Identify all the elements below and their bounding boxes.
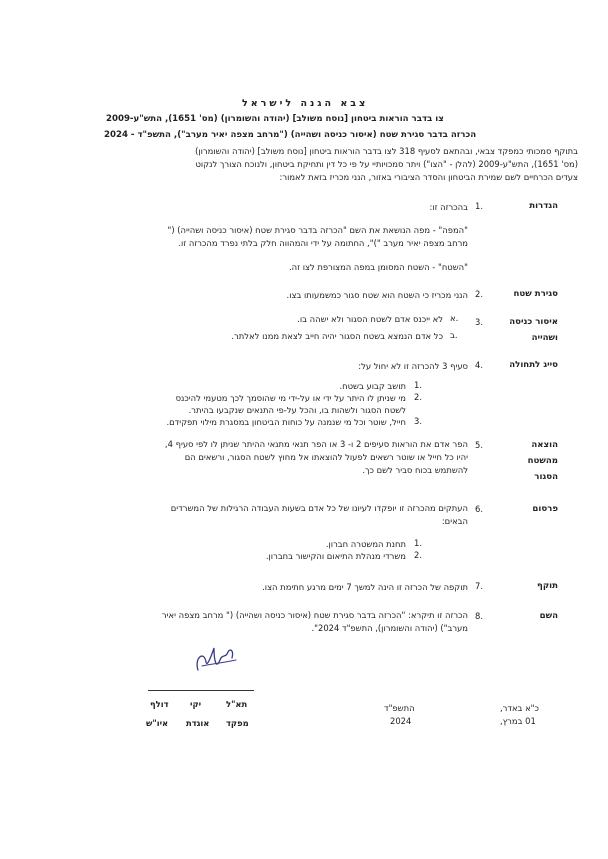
section-2-text: הנני מכריז כי השטח הוא שטח סגור כמשמעותו בצו.: [286, 290, 468, 300]
section-6-number: 6.: [475, 504, 483, 514]
section-3-number: 3.: [475, 317, 483, 327]
section-7-text: תוקפה של הכרזה זו הינה למשך 7 ימים מרגע חתימת הצו.: [262, 582, 468, 592]
signer-first-name: יקי: [190, 699, 202, 709]
section-1-number: 1.: [475, 201, 483, 211]
section-5-title: הוצאה: [531, 440, 558, 450]
section-3-item-b-label: ב.: [450, 330, 458, 340]
section-4-text: סעיף 3 להכרזה זו לא יחול על:: [358, 361, 468, 371]
section-1-def-1a: "המפה" - מפה הנושאת את השם "הכרזה בדבר סגירת שטח (איסור כניסה ושהייה) (": [167, 225, 468, 235]
section-1-title: הגדרות: [529, 201, 558, 211]
section-4-number: 4.: [475, 360, 483, 370]
section-2-number: 2.: [475, 289, 483, 299]
section-8-number: 8.: [475, 611, 483, 621]
order-title: צו בדבר הוראות ביטחון [נוסח משולב] (יהודה והשומרון) (מס' 1651), התש"ע-2009: [106, 114, 444, 124]
section-6-line-2: הבאים:: [441, 516, 468, 526]
signer-rank: תא"ל: [226, 699, 248, 709]
section-1-text: בהכרזה זו:: [429, 202, 468, 212]
date-hebrew-day: כ"א באדר,: [500, 703, 539, 713]
document-page: [42, 38, 578, 820]
date-gregorian-year: 2024: [390, 716, 412, 726]
section-5-title-3: הסגור: [534, 472, 558, 482]
signer-region: איו"ש: [146, 718, 169, 728]
section-1-def-1b: מרחב מצפה יאיר מערב ")", החתומה על ידי והמהווה חלק בלתי נפרד מהכרזה זו.: [178, 238, 468, 248]
declaration-title: הכרזה בדבר סגירת שטח (איסור כניסה ושהייה) ("מרחב מצפה יאיר מערב"), התשפ"ד - 2024: [104, 130, 477, 140]
date-hebrew-year: התשפ"ד: [384, 703, 415, 713]
section-4-title: סייג לתחולה: [509, 360, 558, 370]
section-5-number: 5.: [475, 440, 483, 450]
section-3-title: איסור כניסה: [509, 317, 558, 327]
section-6-title: פרסום: [532, 504, 558, 514]
intro-line-1: בתוקף סמכותי כמפקד צבאי, ובהתאם לסעיף 318 לצו בדבר הוראות ביטחון [נוסח משולב] (יהודה והשומרון): [195, 146, 578, 156]
section-3-title-2: ושהייה: [531, 333, 558, 343]
section-1-def-2: "השטח" - השטח המסומן במפה המצורפת לצו זה.: [289, 262, 468, 272]
section-4-item-3-label: 3.: [414, 416, 422, 426]
section-4-item-1: תושב קבוע בשטח.: [339, 381, 406, 391]
section-7-title: תוקף: [537, 581, 558, 591]
section-6-item-1-label: 1.: [414, 538, 422, 548]
section-4-item-1-label: 1.: [414, 380, 422, 390]
section-4-item-3: חייל, שוטר וכל מי שנמנה על כוחות הביטחון במסגרת מילוי תפקידם.: [166, 417, 406, 427]
signer-title: מפקד: [226, 718, 249, 728]
section-3-item-a-label: א.: [450, 313, 459, 323]
section-5-line-2: יהיו כל חייל או שוטר רשאים לפעול להוצאתו אל מחוץ לשטח הסגור, ורשאים הם: [184, 452, 468, 462]
section-5-line-3: להשתמש בכוח סביר לשם כך.: [362, 465, 468, 475]
section-3-item-b: כל אדם הנמצא בשטח הסגור יהיה חייב לצאת ממנו לאלתר.: [231, 331, 443, 341]
section-8-line-2: מערב") (יהודה והשומרון), התשפ"ד 2024".: [311, 623, 468, 633]
section-4-item-2b: לשטח הסגור ולשהות בו, והכל על-פי התנאים שנקבעו בהיתר.: [188, 405, 406, 415]
section-2-title: סגירת שטח: [513, 289, 558, 299]
signer-last-name: דולף: [150, 699, 169, 709]
intro-line-3: צעדים הכרחיים לשם שמירת הביטחון והסדר הציבורי באזור, הנני מכריז בזאת לאמור:: [279, 172, 578, 182]
signer-unit: אוגדת: [186, 718, 210, 728]
section-3-item-a: לא ייכנס אדם לשטח הסגור ולא ישהה בו.: [297, 314, 443, 324]
section-5-line-1: הפר אדם את הוראות סעיפים 2 ו- 3 או הפר תנאי מתנאי ההיתר שניתן לו לפי סעיף 4,: [164, 439, 468, 449]
section-4-item-2a: מי שניתן לו היתר על ידי או על-ידי מי שהוסמך לכך מטעמי להיכנס: [175, 393, 406, 403]
section-8-line-1: הכרזה זו תיקרא: "הכרזה בדבר סגירת שטח (איסור כניסה ושהייה) (" מרחב מצפה יאיר: [161, 610, 468, 620]
section-7-number: 7.: [475, 581, 483, 591]
section-8-title: השם: [539, 611, 558, 621]
date-gregorian-day: 01 במרץ,: [500, 716, 536, 726]
section-6-item-2: משרדי מנהלת התיאום והקישור בחברון.: [265, 551, 406, 561]
section-4-item-2-label: 2.: [414, 392, 422, 402]
section-6-item-2-label: 2.: [414, 550, 422, 560]
section-6-line-1: העתקים מהכרזה זו יופקדו לעיונו של כל אדם בשעות העבודה הרגילות של המשרדים: [170, 503, 468, 513]
signature-graphic: [192, 640, 238, 676]
org-name: צבא הגנה לישראל: [242, 98, 369, 109]
section-5-title-2: מהשטח: [527, 456, 558, 466]
signature-line: [148, 690, 254, 691]
intro-line-2: (מס' 1651), התש"ע-2009 (להלן - "הצו") ויתר סמכויותיי על פי כל דין ותחיקת ביטחון, ולנוכח הצורך לנקוט: [195, 159, 578, 169]
section-6-item-1: תחנת המשטרה חברון.: [325, 539, 406, 549]
